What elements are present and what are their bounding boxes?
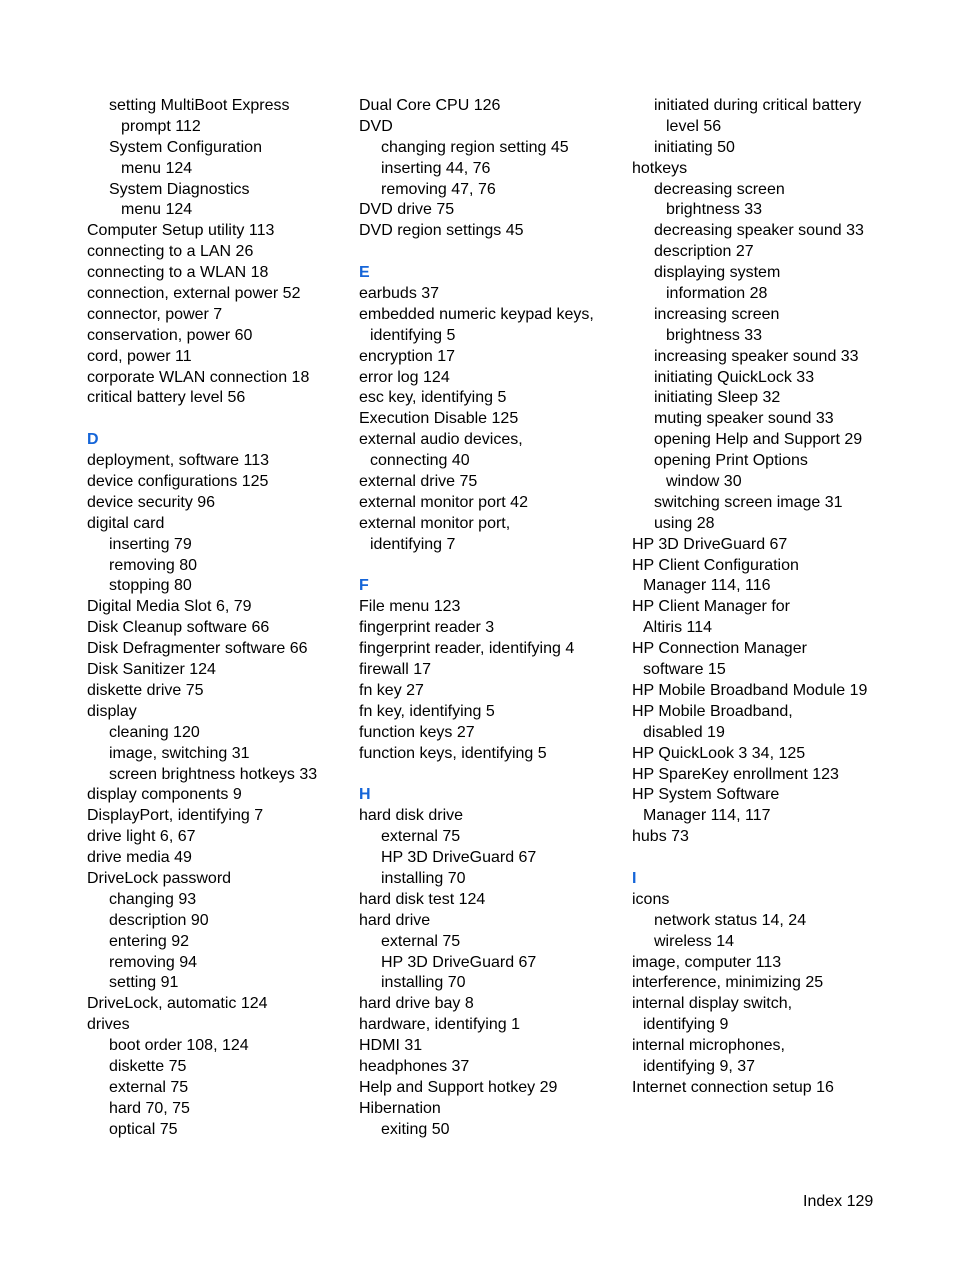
index-subentry: decreasing screen <box>654 180 785 198</box>
index-subentry: disabled 19 <box>643 723 725 741</box>
index-entry: connecting to a LAN 26 <box>87 243 254 261</box>
index-subentry: identifying 5 <box>370 326 456 344</box>
index-subentry: changing 93 <box>109 890 197 908</box>
index-entry: drives <box>87 1016 130 1034</box>
index-entry: earbuds 37 <box>359 285 440 303</box>
index-entry: HP Mobile Broadband Module 19 <box>632 681 868 699</box>
index-subentry: menu 124 <box>121 201 193 219</box>
index-subentry: network status 14, 24 <box>654 911 807 929</box>
index-entry: external monitor port, <box>359 514 511 532</box>
index-entry: display <box>87 702 137 720</box>
section-spacer <box>87 409 347 430</box>
index-subentry: installing 70 <box>381 869 466 887</box>
index-entry: display components 9 <box>87 786 242 804</box>
index-entry: HP System Software <box>632 786 780 804</box>
index-entry: hard disk drive <box>359 807 464 825</box>
index-entry: DriveLock password <box>87 869 232 887</box>
index-entry: HP QuickLook 3 34, 125 <box>632 744 806 762</box>
index-subentry: level 56 <box>666 117 722 135</box>
index-entry: DVD <box>359 117 393 135</box>
index-subentry: initiating Sleep 32 <box>654 389 781 407</box>
index-subentry: displaying system <box>654 264 781 282</box>
index-entry: fn key, identifying 5 <box>359 702 495 720</box>
index-entry: corporate WLAN connection 18 <box>87 368 310 386</box>
index-entry: HP Client Manager for <box>632 598 790 616</box>
index-entry: connection, external power 52 <box>87 285 301 303</box>
index-subentry: identifying 7 <box>370 535 456 553</box>
index-subentry: screen brightness hotkeys 33 <box>109 765 318 783</box>
index-entry: hubs 73 <box>632 828 689 846</box>
index-entry: fingerprint reader 3 <box>359 619 495 637</box>
index-entry: function keys 27 <box>359 723 475 741</box>
index-entry: digital card <box>87 514 165 532</box>
index-entry: internal microphones, <box>632 1037 785 1055</box>
index-entry: firewall 17 <box>359 661 432 679</box>
index-subentry: connecting 40 <box>370 452 470 470</box>
section-spacer <box>359 242 619 263</box>
index-entry: Execution Disable 125 <box>359 410 519 428</box>
index-entry: Digital Media Slot 6, 79 <box>87 598 252 616</box>
index-entry: Help and Support hotkey 29 <box>359 1078 558 1096</box>
index-subentry: System Diagnostics <box>109 180 250 198</box>
index-entry: DVD drive 75 <box>359 201 455 219</box>
index-subentry: cleaning 120 <box>109 723 200 741</box>
index-subentry: initiating QuickLock 33 <box>654 368 815 386</box>
index-entry: DVD region settings 45 <box>359 222 524 240</box>
index-subentry: installing 70 <box>381 974 466 992</box>
index-subentry: HP 3D DriveGuard 67 <box>381 953 537 971</box>
section-letter-heading: I <box>632 869 637 887</box>
index-entry: drive light 6, 67 <box>87 828 196 846</box>
index-entry: HP Client Configuration <box>632 556 799 574</box>
index-subentry: wireless 14 <box>654 932 735 950</box>
index-entry: HP Mobile Broadband, <box>632 702 793 720</box>
index-subentry: removing 47, 76 <box>381 180 496 198</box>
index-entry: function keys, identifying 5 <box>359 744 547 762</box>
index-subentry: external 75 <box>381 932 461 950</box>
section-letter-heading: D <box>87 431 99 449</box>
index-subentry: image, switching 31 <box>109 744 250 762</box>
index-column-1 <box>87 96 347 1141</box>
index-entry: hard drive <box>359 911 431 929</box>
index-subentry: identifying 9, 37 <box>643 1057 756 1075</box>
index-entry: hard drive bay 8 <box>359 995 474 1013</box>
index-entry: connector, power 7 <box>87 305 223 323</box>
index-subentry: opening Help and Support 29 <box>654 431 863 449</box>
index-entry: image, computer 113 <box>632 953 782 971</box>
index-entry: external drive 75 <box>359 473 478 491</box>
index-entry: esc key, identifying 5 <box>359 389 507 407</box>
index-entry: deployment, software 113 <box>87 452 270 470</box>
index-entry: hard disk test 124 <box>359 890 486 908</box>
section-spacer <box>359 765 619 786</box>
index-entry: HDMI 31 <box>359 1037 423 1055</box>
index-subentry: prompt 112 <box>121 117 201 135</box>
index-subentry: identifying 9 <box>643 1016 729 1034</box>
index-subentry: setting MultiBoot Express <box>109 97 290 114</box>
index-subentry: external 75 <box>109 1078 189 1096</box>
index-subentry: Altiris 114 <box>643 619 713 637</box>
section-letter-heading: H <box>359 786 371 804</box>
index-entry: diskette drive 75 <box>87 681 204 699</box>
index-subentry: entering 92 <box>109 932 190 950</box>
index-subentry: switching screen image 31 <box>654 493 843 511</box>
index-entry: fingerprint reader, identifying 4 <box>359 640 575 658</box>
index-entry: Internet connection setup 16 <box>632 1078 834 1096</box>
index-entry: external monitor port 42 <box>359 493 528 511</box>
index-entry: internal display switch, <box>632 995 793 1013</box>
index-column-2 <box>359 96 619 1141</box>
section-spacer <box>359 556 619 577</box>
index-subentry: increasing screen <box>654 305 780 323</box>
index-subentry: using 28 <box>654 514 715 532</box>
index-entry: HP 3D DriveGuard 67 <box>632 535 788 553</box>
index-entry: Disk Sanitizer 124 <box>87 661 216 679</box>
index-entry: hotkeys <box>632 159 688 177</box>
index-entry: conservation, power 60 <box>87 326 253 344</box>
index-subentry: description 90 <box>109 911 209 929</box>
index-entry: external audio devices, <box>359 431 523 449</box>
index-subentry: menu 124 <box>121 159 193 177</box>
index-subentry: software 15 <box>643 661 726 679</box>
index-entry: drive media 49 <box>87 849 192 867</box>
index-subentry: setting 91 <box>109 974 179 992</box>
index-subentry: exiting 50 <box>381 1120 450 1138</box>
index-entry: HP SpareKey enrollment 123 <box>632 765 839 783</box>
index-entry: Hibernation <box>359 1099 441 1117</box>
index-subentry: inserting 44, 76 <box>381 159 491 177</box>
index-subentry: HP 3D DriveGuard 67 <box>381 849 537 867</box>
index-subentry: boot order 108, 124 <box>109 1037 249 1055</box>
index-entry: cord, power 11 <box>87 347 192 365</box>
index-entry: embedded numeric keypad keys, <box>359 305 594 323</box>
index-column-3 <box>632 96 892 1099</box>
section-letter-heading: F <box>359 577 369 595</box>
index-entry: icons <box>632 890 670 908</box>
index-subentry: initiated during critical battery <box>654 97 862 114</box>
index-entry: headphones 37 <box>359 1057 470 1075</box>
index-subentry: information 28 <box>666 285 768 303</box>
index-entry: connecting to a WLAN 18 <box>87 264 269 282</box>
index-subentry: Manager 114, 116 <box>643 577 771 595</box>
index-subentry: description 27 <box>654 243 754 261</box>
section-letter-heading: E <box>359 264 370 282</box>
index-subentry: inserting 79 <box>109 535 192 553</box>
index-entry: error log 124 <box>359 368 450 386</box>
index-subentry: diskette 75 <box>109 1057 187 1075</box>
index-entry: File menu 123 <box>359 598 461 616</box>
index-entry: fn key 27 <box>359 681 424 699</box>
section-spacer <box>632 848 892 869</box>
index-entry: Disk Defragmenter software 66 <box>87 640 308 658</box>
index-subentry: decreasing speaker sound 33 <box>654 222 864 240</box>
index-subentry: removing 80 <box>109 556 198 574</box>
index-subentry: brightness 33 <box>666 201 763 219</box>
index-entry: DisplayPort, identifying 7 <box>87 807 264 825</box>
index-subentry: optical 75 <box>109 1120 178 1138</box>
index-entry: DriveLock, automatic 124 <box>87 995 268 1013</box>
index-entry: encryption 17 <box>359 347 456 365</box>
index-entry: interference, minimizing 25 <box>632 974 824 992</box>
index-entry: hardware, identifying 1 <box>359 1016 520 1034</box>
index-subentry: stopping 80 <box>109 577 192 595</box>
index-subentry: increasing speaker sound 33 <box>654 347 859 365</box>
index-entry: Computer Setup utility 113 <box>87 222 275 240</box>
index-subentry: initiating 50 <box>654 138 735 156</box>
index-entry: critical battery level 56 <box>87 389 246 407</box>
index-subentry: brightness 33 <box>666 326 763 344</box>
index-entry: Dual Core CPU 126 <box>359 97 501 114</box>
index-subentry: muting speaker sound 33 <box>654 410 834 428</box>
index-subentry: external 75 <box>381 828 461 846</box>
index-subentry: Manager 114, 117 <box>643 807 771 825</box>
index-entry: Disk Cleanup software 66 <box>87 619 270 637</box>
page-footer: Index 129 <box>803 1193 874 1210</box>
index-subentry: window 30 <box>666 473 742 491</box>
index-subentry: hard 70, 75 <box>109 1099 190 1117</box>
index-subentry: removing 94 <box>109 953 198 971</box>
index-entry: HP Connection Manager <box>632 640 807 658</box>
index-subentry: System Configuration <box>109 138 262 156</box>
index-entry: device configurations 125 <box>87 473 269 491</box>
index-entry: device security 96 <box>87 493 216 511</box>
index-subentry: changing region setting 45 <box>381 138 569 156</box>
index-subentry: opening Print Options <box>654 452 808 470</box>
